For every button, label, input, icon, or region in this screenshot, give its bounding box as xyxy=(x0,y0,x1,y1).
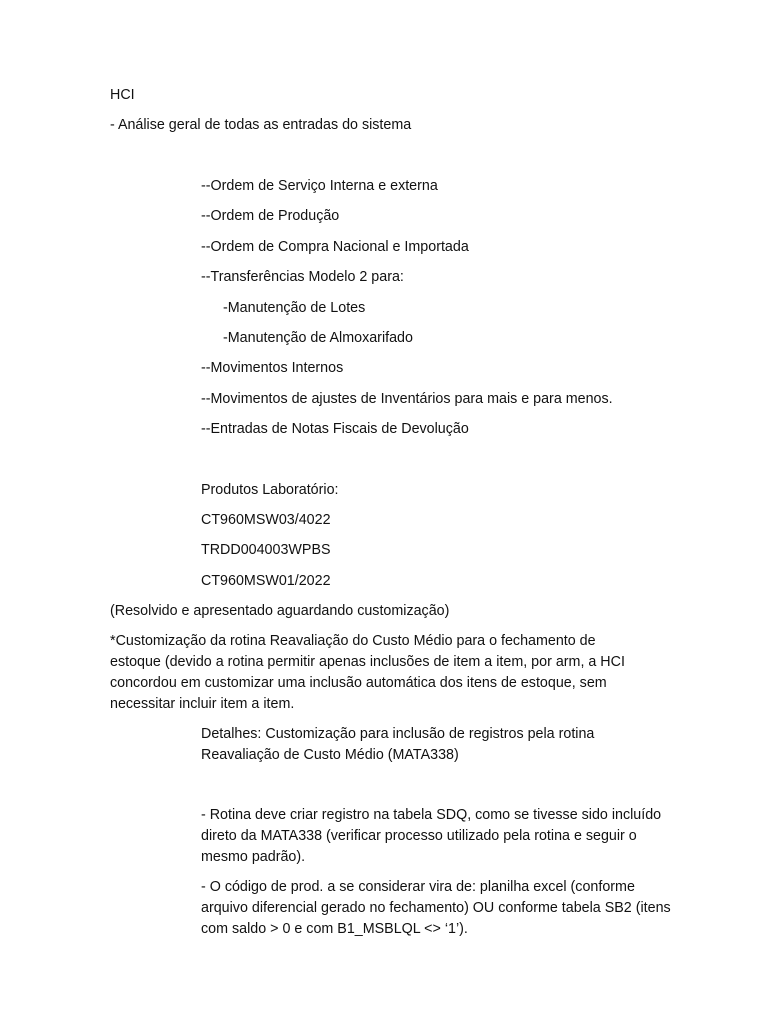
doc-title: HCI xyxy=(110,87,135,103)
rule-paragraph: - Rotina deve criar registro na tabela SDQ, como se tivesse sido incluído direto da MATA338 (verificar processo utilizado pela rotina e seguir o mesmo padrão). xyxy=(201,807,662,865)
status-note: (Resolvido e apresentado aguardando customização) xyxy=(110,603,450,619)
entry-item: --Movimentos Internos xyxy=(201,360,344,376)
details-paragraph: Detalhes: Customização para inclusão de registros pela rotina Reavaliação de Custo Médio (MATA338) xyxy=(201,726,595,763)
doc-intro: - Análise geral de todas as entradas do sistema xyxy=(110,117,412,133)
entry-item: --Ordem de Compra Nacional e Importada xyxy=(201,239,469,255)
lab-product: CT960MSW03/4022 xyxy=(201,512,331,528)
entry-item: --Movimentos de ajustes de Inventários para mais e para menos. xyxy=(201,391,613,407)
lab-products-title: Produtos Laboratório: xyxy=(201,482,339,498)
customization-paragraph: *Customização da rotina Reavaliação do Custo Médio para o fechamento de estoque (devido a rotina permitir apenas inclusões de item a item, por arm, a HCI concordou em customizar uma inclusão automática dos itens de estoque, sem necessitar incluir item a item. xyxy=(110,633,625,712)
entry-subitem: -Manutenção de Lotes xyxy=(223,300,366,316)
entry-item: --Entradas de Notas Fiscais de Devolução xyxy=(201,421,469,437)
lab-product: TRDD004003WPBS xyxy=(201,542,331,558)
entry-item: --Transferências Modelo 2 para: xyxy=(201,269,404,285)
entry-item: --Ordem de Serviço Interna e externa xyxy=(201,178,438,194)
entry-item: --Ordem de Produção xyxy=(201,208,340,224)
lab-product: CT960MSW01/2022 xyxy=(201,573,331,589)
entry-subitem: -Manutenção de Almoxarifado xyxy=(223,330,413,346)
rule-paragraph: - O código de prod. a se considerar vira de: planilha excel (conforme arquivo diferencial gerado no fechamento) OU conforme tabela SB2 (itens com saldo > 0 e com B1_MSBLQL <> ‘1’). xyxy=(201,879,671,937)
